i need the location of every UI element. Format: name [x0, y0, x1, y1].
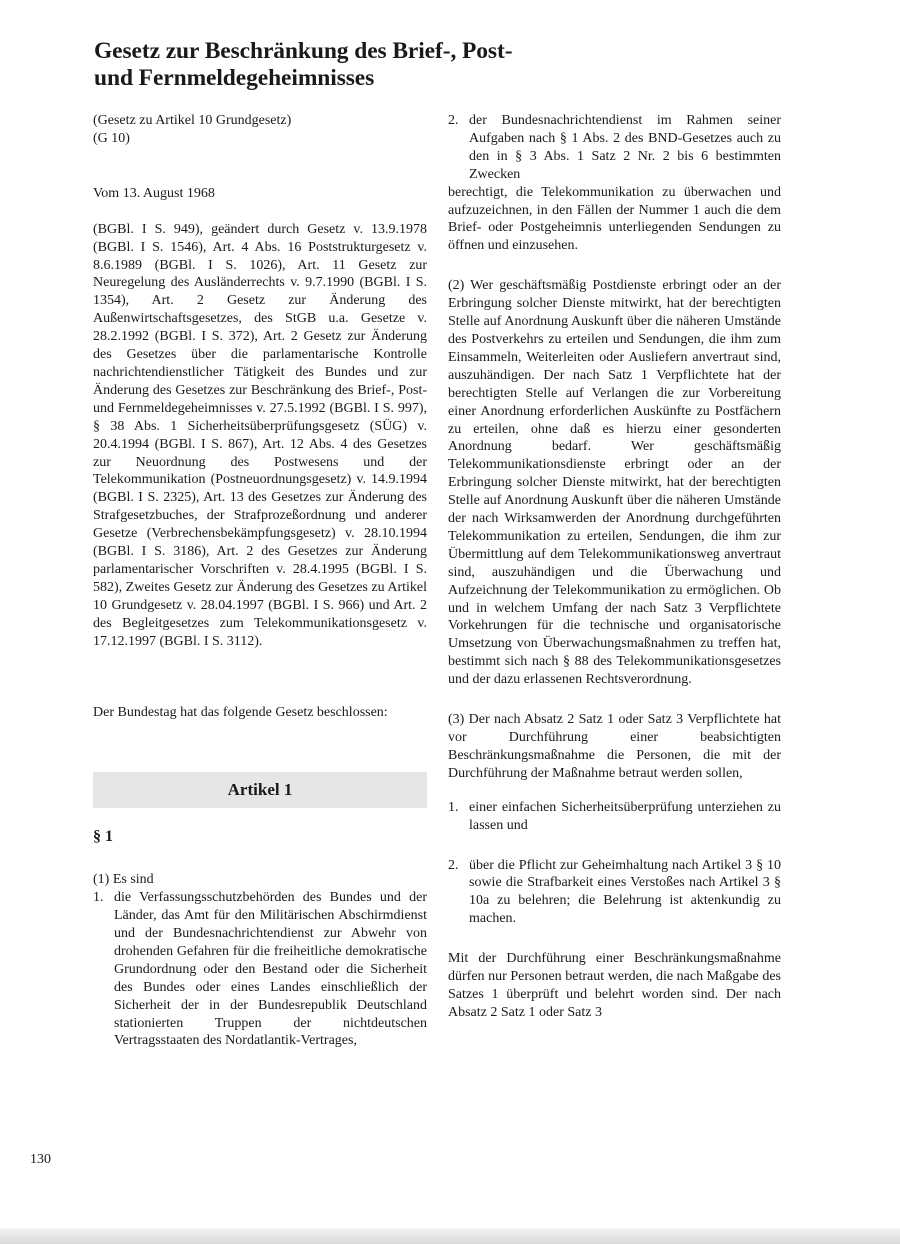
list-item-text: die Verfassungsschutzbehörden des Bundes und der Länder, das Amt für den Militärischen Abschirmdienst und der Bundesnachrichtendienst zur Abwehr von drohenden Gefahren für die freiheitliche demokratische Grundordnung oder den Bestand oder die Sicherheit des Bundes oder eines Landes einschließlich der Sicherheit der in der Bundesrepublik Deutschland stationierten Truppen der nichtdeutschen Vertragsstaaten des Nordatlantik-Vertrages, [114, 890, 427, 1049]
list-item-number: 1. [93, 890, 104, 906]
left-column [93, 112, 427, 1050]
list-item-text: der Bundesnachrichtendienst im Rahmen seiner Aufgaben nach § 1 Abs. 2 des BND-Gesetzes auch zu den in § 3 Abs. 1 Satz 2 Nr. 2 bis 6 bestimmten Zwecken [469, 113, 781, 182]
law-date: Vom 13. August 1968 [93, 185, 215, 201]
list-item [93, 889, 427, 1050]
scan-edge [0, 1228, 900, 1244]
enactment-clause: Der Bundestag hat das folgende Gesetz beschlossen: [93, 705, 388, 721]
paragraph-1-intro: (1) Es sind [93, 872, 154, 888]
paragraph-1-conclusion: berechtigt, die Telekommunikation zu überwachen und aufzuzeichnen, in den Fällen der Nummer 1 auch die dem Brief- oder Postgeheimnis unterliegenden Sendungen zu öffnen und einzusehen. [448, 184, 781, 254]
list-item-number: 2. [448, 857, 459, 873]
list-item-number: 2. [448, 113, 459, 128]
subtitle-g10: (G 10) [93, 130, 130, 146]
right-column [448, 112, 781, 1022]
list-item-number: 1. [448, 799, 459, 815]
paragraph-2: (2) Wer geschäftsmäßig Postdienste erbringt oder an der Erbringung solcher Dienste mitwirkt, hat der berechtigten Stelle auf Anordnung Auskunft über die näheren Umstände des Postverkehrs zu erteilen und Sendungen, die ihm zum Einsammeln, Weiterleiten oder Ausliefern anvertraut sind, auszuhändigen. Der nach Satz 1 Verpflichtete hat der berechtigten Stelle auf Verlangen die zur Vorbereitung einer Anordnung erforderlichen Auskünfte zu Postfächern zu erteilen, ohne daß es hierzu einer gesonderten Anordnung bedarf. Wer geschäftsmäßig Telekommunikationsdienste erbringt oder an der Erbringung solcher Dienste mitwirkt, hat der berechtigten Stelle auf Anordnung Auskunft über die näheren Umstände der nach Wirksamwerden der Anordnung durchgeführten Telekommunikation zu erteilen, Sendungen, die ihm zur Übermittlung auf dem Telekommunikationsweg anvertraut sind, auszuhändigen und die Überwachung und Aufzeichnung der Telekommunikation zu ermöglichen. Ob und in welchem Umfang der nach Satz 3 Verpflichtete Vorkehrungen für die technische und organisatorische Umsetzung von Überwachungsmaßnahmen zu treffen hat, bestimmt sich nach § 88 des Telekommunikationsgesetzes und der dazu erlassenen Rechtsverordnung. [448, 278, 781, 688]
page-number: 130 [30, 1152, 51, 1167]
paragraph-3-intro: (3) Der nach Absatz 2 Satz 1 oder Satz 3 Verpflichtete hat vor Durchführung einer beabsichtigten Beschränkungsmaßnahme die Personen, die mit der Durchführung der Maßnahme betraut werden sollen, [448, 712, 781, 781]
paragraph-3-closing: Mit der Durchführung einer Beschränkungsmaßnahme dürfen nur Personen betraut werden, die nach Maßgabe des Satzes 1 überprüft und belehrt worden sind. Der nach Absatz 2 Satz 1 oder Satz 3 [448, 951, 781, 1020]
list-item-text: einer einfachen Sicherheitsüberprüfung unterziehen zu lassen und [469, 799, 781, 833]
list-item [448, 799, 781, 835]
law-title: Gesetz zur Beschränkung des Brief-, Post- und Fernmeldegeheimnisses [94, 38, 513, 91]
list-item [448, 857, 781, 929]
list-item [448, 112, 781, 184]
subtitle-article-10: (Gesetz zu Artikel 10 Grundgesetz) [93, 113, 292, 128]
article-heading: Artikel 1 [93, 772, 427, 808]
list-item-text: über die Pflicht zur Geheimhaltung nach Artikel 3 § 10 sowie die Strafbarkeit eines Verstoßes nach Artikel 3 § 10a zu belehren; die Belehrung ist aktenkundig zu machen. [469, 857, 781, 927]
section-heading: § 1 [93, 828, 113, 846]
amendment-history: (BGBl. I S. 949), geändert durch Gesetz v. 13.9.1978 (BGBl. I S. 1546), Art. 4 Abs. 16 Poststrukturgesetz v. 8.6.1989 (BGBl. I S. 1026), Art. 11 Gesetz zur Neuregelung des Ausländerrechts v. 9.7.1990 (BGBl. I S. 1354), Art. 2 Gesetz zur Änderung des Außenwirtschaftsgesetzes, des StGB u.a. Gesetze v. 28.2.1992 (BGBl. I S. 372), Art. 2 Gesetz zur Änderung des Gesetzes über die parlamentarische Kontrolle nachrichtendienstlicher Tätigkeit des Bundes und zur Änderung des Gesetzes zur Beschränkung des Brief-, Post- und Fernmeldegeheimnisses v. 27.5.1992 (BGBl. I S. 997), § 38 Abs. 1 Sicherheitsüberprüfungsgesetz (SÜG) v. 20.4.1994 (BGBl. I S. 867), Art. 12 Abs. 4 des Gesetzes zur Neuordnung des Postwesens und der Telekommunikation (Postneuordnungsgesetz) v. 14.9.1994 (BGBl. I S. 2325), Art. 13 des Gesetzes zur Änderung des Strafgesetzbuches, der Strafprozeßordnung und anderer Gesetze (Verbrechensbekämpfungsgesetz) v. 28.10.1994 (BGBl. I S. 3186), Art. 2 des Gesetzes zur Änderung parlamentarischer Vorschriften v. 28.4.1995 (BGBl. I S. 582), Zweites Gesetz zur Änderung des Gesetzes zu Artikel 10 Grundgesetz v. 28.04.1997 (BGBl. I S. 966) und Art. 2 des Begleitgesetzes zum Telekommunikationsgesetz v. 17.12.1997 (BGBl. I S. 3112). [93, 221, 427, 649]
